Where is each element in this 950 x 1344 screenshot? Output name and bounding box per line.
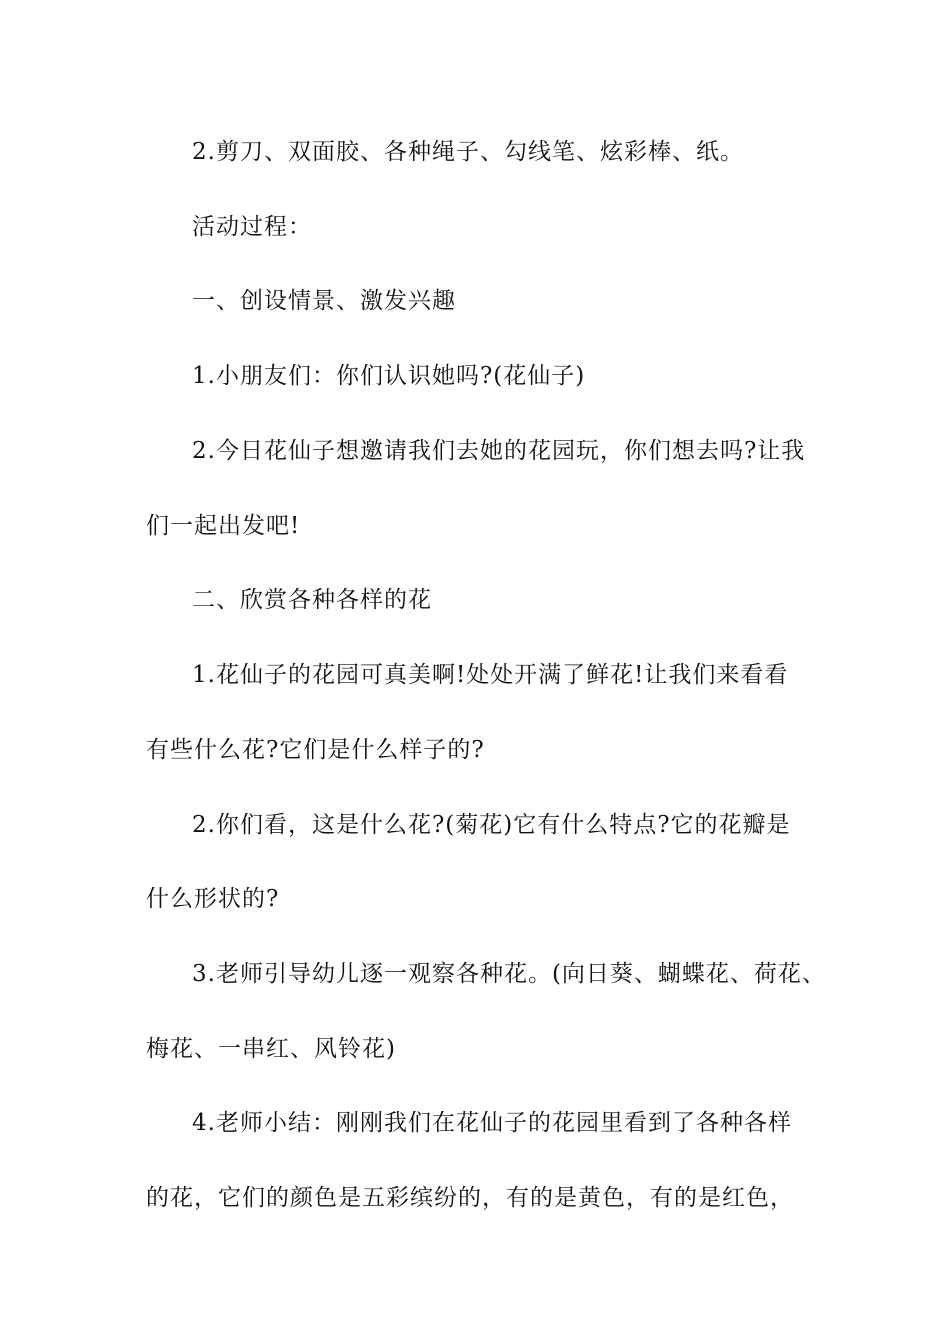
- materials-item-2: 2.剪刀、双面胶、各种绳子、勾线笔、炫彩棒、纸。: [192, 139, 744, 165]
- paragraph-1-1: 1.小朋友们：你们认识她吗?(花仙子): [192, 363, 586, 389]
- section-label-activity-process: 活动过程：: [192, 214, 312, 240]
- paragraph-2-4-line-2: 的花，它们的颜色是五彩缤纷的，有的是黄色，有的是红色，: [146, 1185, 794, 1211]
- heading-part-one: 一、创设情景、激发兴趣: [192, 288, 456, 314]
- paragraph-2-2-line-1: 2.你们看，这是什么花?(菊花)它有什么特点?它的花瓣是: [192, 812, 791, 838]
- heading-part-two: 二、欣赏各种各样的花: [192, 587, 432, 613]
- paragraph-2-4-line-1: 4.老师小结：刚刚我们在花仙子的花园里看到了各种各样: [192, 1110, 792, 1136]
- paragraph-2-1-line-2: 有些什么花?它们是什么样子的?: [146, 737, 485, 763]
- paragraph-2-3-line-2: 梅花、一串红、风铃花): [146, 1036, 396, 1062]
- paragraph-2-1-line-1: 1.花仙子的花园可真美啊!处处开满了鲜花!让我们来看看: [192, 662, 789, 688]
- paragraph-1-2-line-2: 们一起出发吧!: [146, 513, 301, 539]
- paragraph-1-2-line-1: 2.今日花仙子想邀请我们去她的花园玩，你们想去吗?让我: [192, 438, 806, 464]
- paragraph-2-3-line-1: 3.老师引导幼儿逐一观察各种花。(向日葵、蝴蝶花、荷花、: [192, 961, 826, 987]
- paragraph-2-2-line-2: 什么形状的?: [146, 886, 280, 912]
